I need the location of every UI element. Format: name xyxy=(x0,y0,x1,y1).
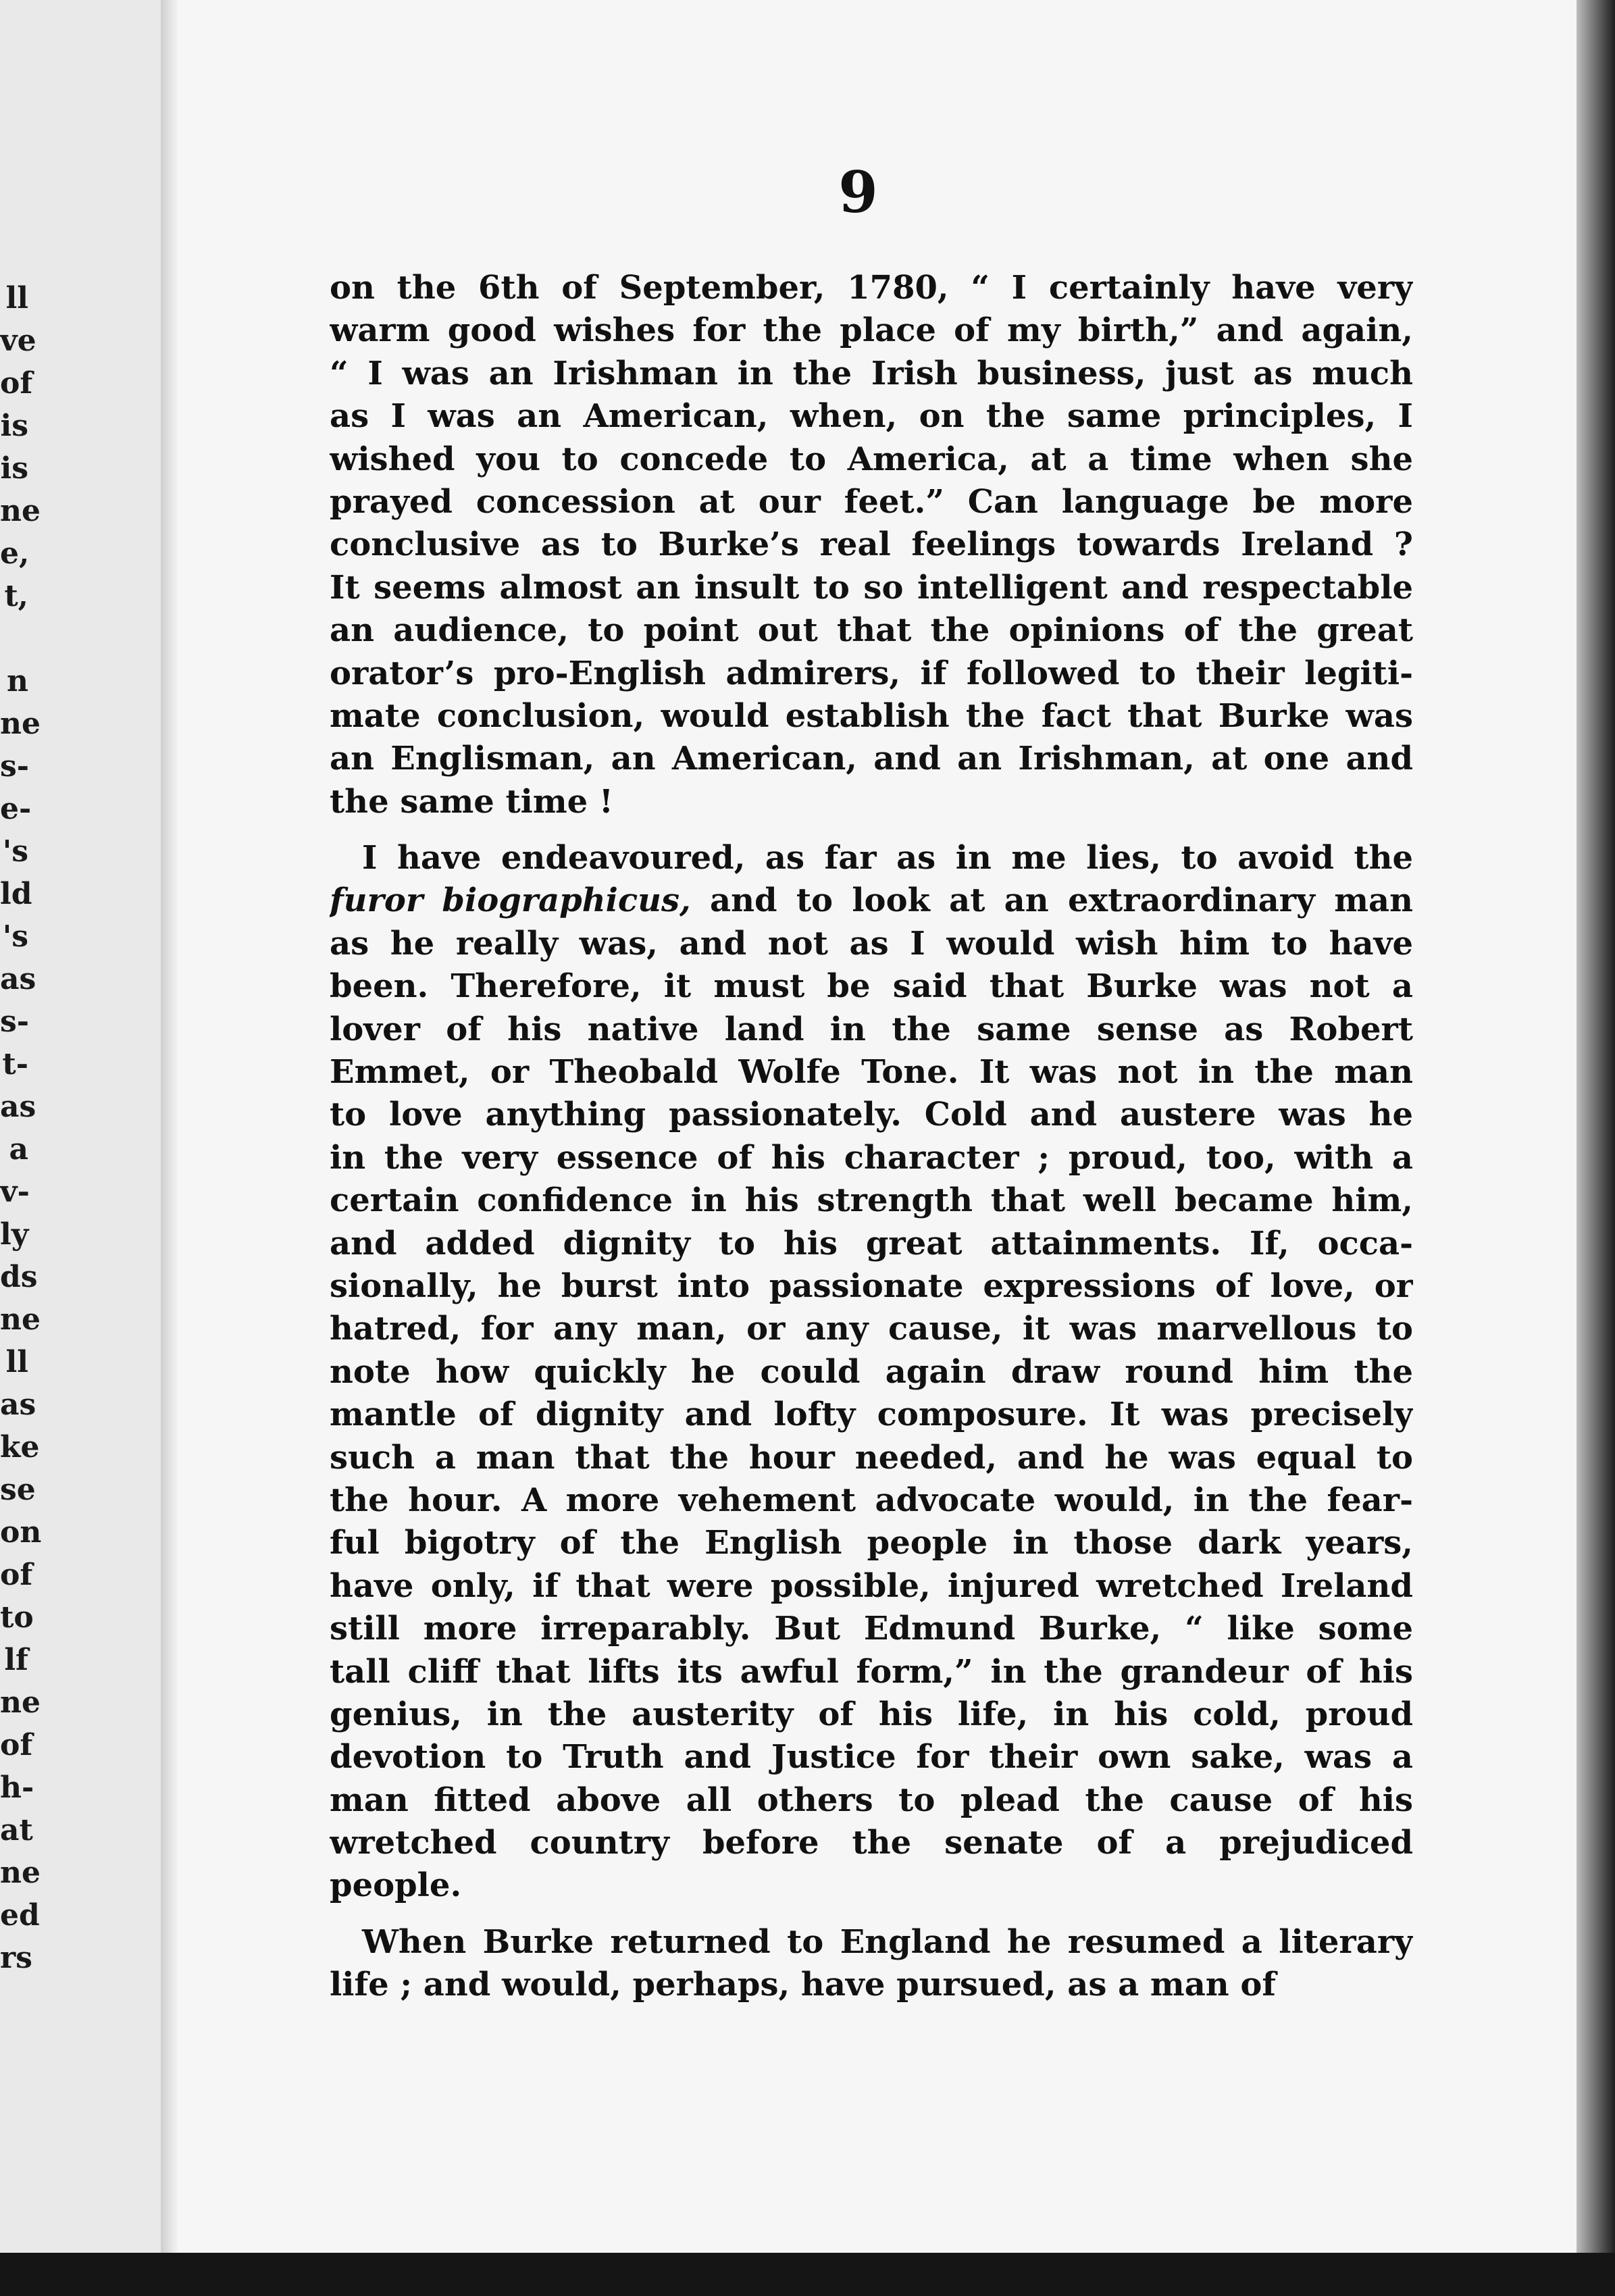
margin-fragment: ed xyxy=(0,1898,40,1933)
margin-fragment: ll xyxy=(5,281,28,315)
margin-fragment: is xyxy=(0,451,28,486)
margin-fragment: is xyxy=(0,409,28,443)
left-page-margin-fragments xyxy=(0,277,42,1979)
paragraph-gap xyxy=(330,1908,1413,1921)
margin-fragment xyxy=(0,617,28,660)
margin-fragment: a xyxy=(9,1132,28,1167)
text-line: an Englisman, an American, and an Irishman, at one and xyxy=(330,740,1413,778)
text-line: still more irreparably. But Edmund Burke, “ like some xyxy=(330,1610,1413,1648)
margin-fragment: ly xyxy=(0,1217,29,1252)
margin-fragment: t, xyxy=(4,579,28,613)
text-line: When Burke returned to England he resumed a literary xyxy=(362,1922,1413,1961)
left-facing-page xyxy=(0,0,161,2296)
margin-fragment: ne xyxy=(0,494,41,528)
margin-fragment: ne xyxy=(0,707,41,741)
margin-fragment: as xyxy=(0,962,36,996)
text-line: mantle of dignity and lofty composure. It was precisely xyxy=(330,1396,1413,1434)
book-gutter xyxy=(161,0,178,2296)
paragraph-gap xyxy=(330,823,1413,837)
margin-fragment: of xyxy=(0,1728,33,1762)
text-line: to love anything passionately. Cold and austere was he xyxy=(330,1096,1413,1134)
margin-fragment: t- xyxy=(2,1047,28,1081)
margin-fragment: v- xyxy=(0,1175,30,1209)
text-line: wished you to concede to America, at a time when she xyxy=(330,440,1413,478)
text-line: prayed concession at our feet.” Can language be more xyxy=(330,482,1413,521)
margin-fragment: ne xyxy=(0,1302,41,1337)
margin-fragment: rs xyxy=(0,1941,32,1975)
text-line: as I was an American, when, on the same principles, I xyxy=(330,397,1413,436)
margin-fragment: on xyxy=(0,1515,42,1550)
margin-fragment: of xyxy=(0,1558,33,1592)
margin-fragment: as xyxy=(0,1387,36,1422)
margin-fragment: of xyxy=(0,366,33,401)
text-line: on the 6th of September, 1780, “ I certainly have very xyxy=(330,269,1413,307)
text-line: wretched country before the senate of a prejudiced xyxy=(330,1824,1413,1862)
text-line: lover of his native land in the same sense as Robert xyxy=(330,1010,1413,1048)
scan-bottom-band xyxy=(0,2253,1615,2296)
margin-fragment: ds xyxy=(0,1260,38,1294)
text-line: sionally, he burst into passionate expressions of love, or xyxy=(330,1267,1413,1305)
body-text xyxy=(330,267,1413,2007)
text-line: furor biographicus, and to look at an extraordinary man xyxy=(330,882,1413,920)
text-line: as he really was, and not as I would wish him to have xyxy=(330,924,1413,963)
margin-fragment: s- xyxy=(0,749,30,784)
margin-fragment: at xyxy=(0,1813,33,1847)
text-line: an audience, to point out that the opinions of the great xyxy=(330,611,1413,650)
margin-fragment: as xyxy=(0,1090,36,1124)
margin-fragment: ne xyxy=(0,1856,41,1890)
text-line: devotion to Truth and Justice for their own sake, was a xyxy=(330,1738,1413,1777)
margin-fragment: ne xyxy=(0,1685,41,1720)
margin-fragment: ve xyxy=(0,324,36,358)
margin-fragment: lf xyxy=(4,1643,28,1677)
page-number: 9 xyxy=(838,159,878,226)
text-line: and added dignity to his great attainments. If, occa- xyxy=(330,1224,1413,1262)
text-line: I have endeavoured, as far as in me lies, to avoid the xyxy=(362,839,1413,877)
text-line: genius, in the austerity of his life, in his cold, proud xyxy=(330,1695,1413,1733)
margin-fragment: e, xyxy=(0,536,30,571)
margin-fragment: s- xyxy=(0,1004,30,1039)
margin-fragment: h- xyxy=(0,1770,34,1805)
italic-phrase: furor biographicus, xyxy=(330,882,691,920)
page-edge-shadow xyxy=(1576,0,1615,2296)
margin-fragment: e- xyxy=(0,792,32,826)
margin-fragment: ke xyxy=(0,1430,40,1464)
text-line: the same time ! xyxy=(330,782,613,821)
text-line: hatred, for any man, or any cause, it was marvellous to xyxy=(330,1310,1413,1348)
text-line: It seems almost an insult to so intelligent and respectable xyxy=(330,568,1413,607)
text-line: ful bigotry of the English people in those dark years, xyxy=(330,1524,1413,1562)
text-line: note how quickly he could again draw round him the xyxy=(330,1352,1413,1391)
text-line: certain confidence in his strength that well became him, xyxy=(330,1181,1413,1220)
margin-fragment: 's xyxy=(2,919,28,954)
text-line: been. Therefore, it must be said that Burke was not a xyxy=(330,967,1413,1006)
text-line: in the very essence of his character ; proud, too, with a xyxy=(330,1138,1413,1177)
margin-fragment: 's xyxy=(2,834,28,869)
text-line: the hour. A more vehement advocate would, in the fear- xyxy=(330,1481,1413,1519)
text-line: people. xyxy=(330,1866,462,1905)
margin-fragment: se xyxy=(0,1473,36,1507)
margin-fragment: to xyxy=(0,1600,34,1635)
text-line: “ I was an Irishman in the Irish business, just as much xyxy=(330,354,1413,392)
margin-fragment: ll xyxy=(5,1345,28,1379)
margin-fragment: ld xyxy=(0,877,32,911)
text-line: mate conclusion, would establish the fact that Burke was xyxy=(330,696,1413,735)
text-line: such a man that the hour needed, and he was equal to xyxy=(330,1438,1413,1477)
text-line: life ; and would, perhaps, have pursued, as a man of xyxy=(330,1966,1277,2004)
text-line: Emmet, or Theobald Wolfe Tone. It was not in the man xyxy=(330,1053,1413,1092)
text-line: orator’s pro-English admirers, if followed to their legiti- xyxy=(330,654,1413,692)
text-line: warm good wishes for the place of my birth,” and again, xyxy=(330,311,1413,350)
text-line: man fitted above all others to plead the cause of his xyxy=(330,1781,1413,1819)
text-line: have only, if that were possible, injured wretched Ireland xyxy=(330,1566,1413,1605)
margin-fragment: n xyxy=(7,664,28,698)
text-line: conclusive as to Burke’s real feelings towards Ireland ? xyxy=(330,526,1413,564)
text-line: tall cliff that lifts its awful form,” in the grandeur of his xyxy=(330,1652,1413,1691)
